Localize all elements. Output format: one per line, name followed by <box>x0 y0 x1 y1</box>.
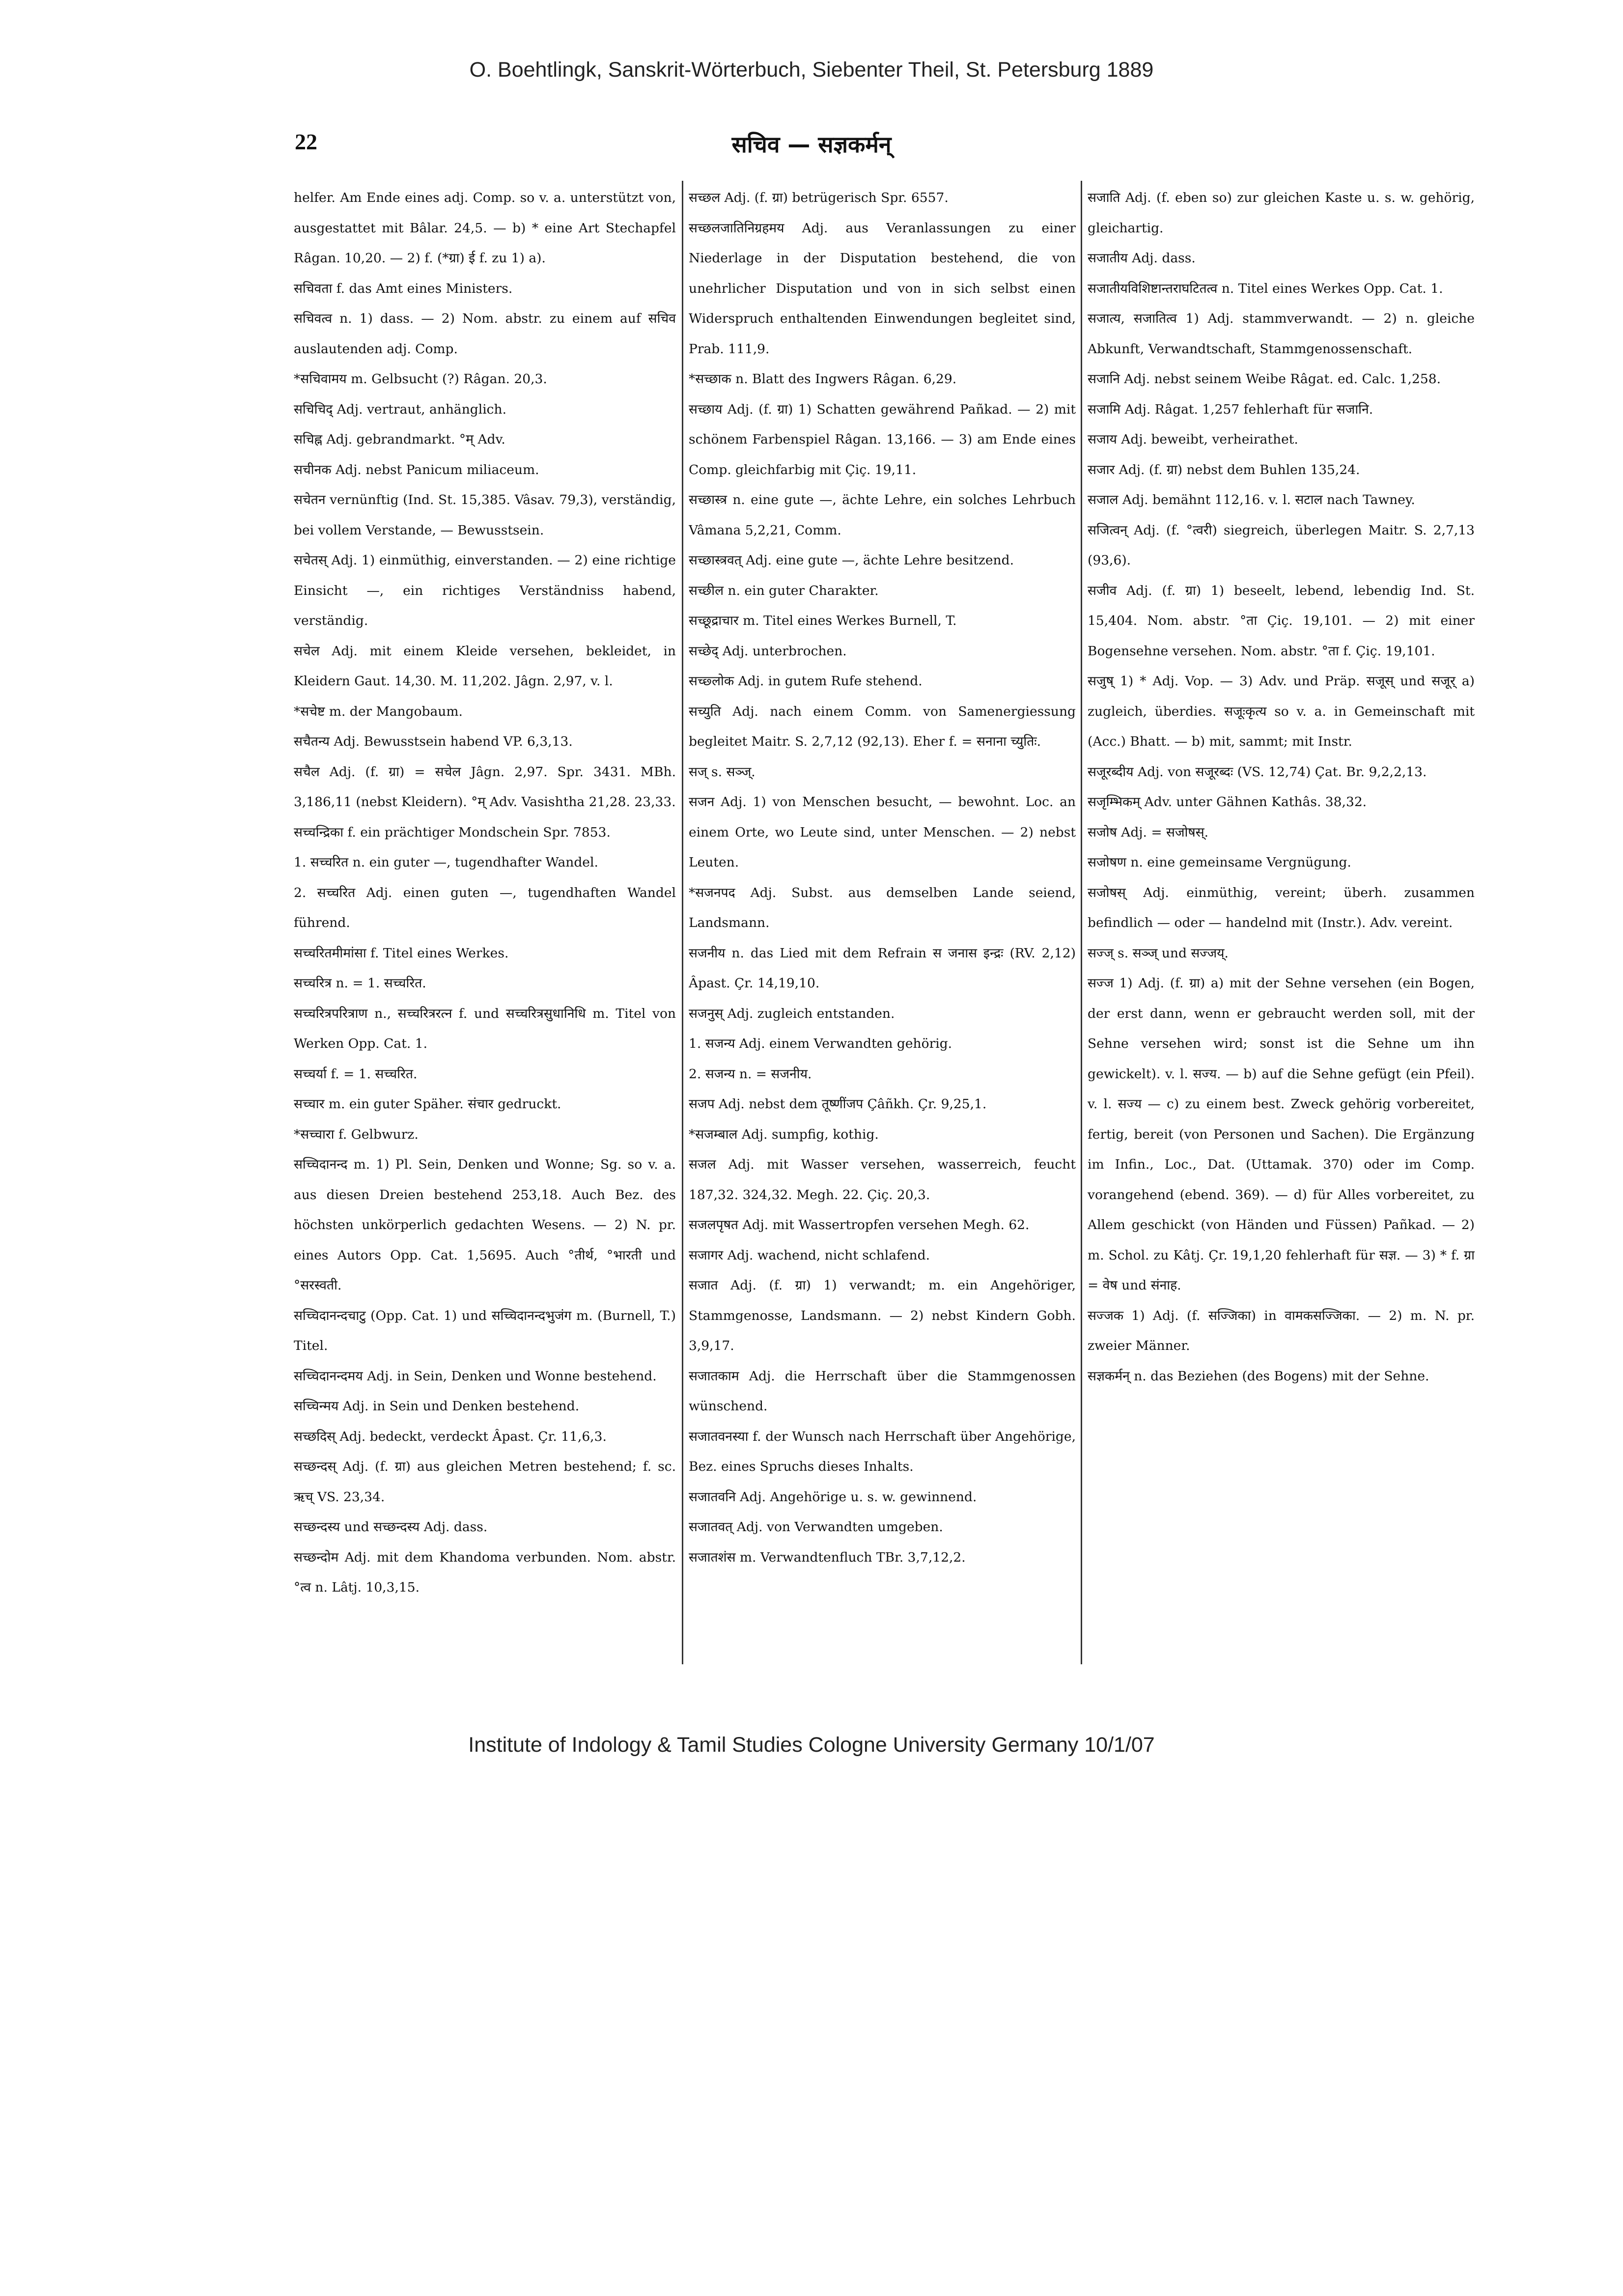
dictionary-entry: सच्छल Adj. (f. ग्रा) betrügerisch Spr. 6557. <box>689 190 949 205</box>
dictionary-entry: सजार Adj. (f. ग्रा) nebst dem Buhlen 135,24. <box>1088 462 1360 477</box>
dictionary-entry: सच्छन्दोम Adj. mit dem Khandoma verbunden. Nom. abstr. °त्व n. Lâtj. 10,3,15. <box>294 1549 676 1595</box>
dictionary-entry: सच्छन्दस् Adj. (f. ग्रा) aus gleichen Metren bestehend; f. sc. ऋच् VS. 23,34. <box>294 1459 676 1505</box>
dictionary-entry: 2. सच्चरित Adj. einen guten —, tugendhaften Wandel führend. <box>294 885 676 930</box>
dictionary-entry: सजातवनि Adj. Angehörige u. s. w. gewinnend. <box>689 1489 977 1505</box>
column-1 <box>294 183 676 1666</box>
dictionary-entry: सच्छेद् Adj. unterbrochen. <box>689 643 847 659</box>
dictionary-entry: helfer. Am Ende eines adj. Comp. so v. a. unterstützt von, ausgestattet mit Bâlar. 24,5. — b) * eine Art Stechapfel Râgan. 10,20. — 2) f. (*ग्रा) ई f. zu 1) a). <box>294 190 676 266</box>
dictionary-entry: सचिह्न Adj. gebrandmarkt. °म् Adv. <box>294 432 505 447</box>
column-divider <box>1081 181 1082 1664</box>
dictionary-entry: सजलपृषत Adj. mit Wassertropfen versehen Megh. 62. <box>689 1217 1030 1232</box>
dictionary-entry: सजूरब्दीय Adj. von सजूरब्दः (VS. 12,74) Çat. Br. 9,2,2,13. <box>1088 764 1427 780</box>
dictionary-entry: सजातवत् Adj. von Verwandten umgeben. <box>689 1519 943 1535</box>
dictionary-entry: सच्छाय Adj. (f. ग्रा) 1) Schatten gewährend Pañkad. — 2) mit schönem Farbenspiel Râgan. 13,166. — 3) am Ende eines Comp. gleichfarbig mit Çiç. 19,11. <box>689 401 1076 477</box>
dictionary-entry: सजानि Adj. nebst seinem Weibe Râgat. ed. Calc. 1,258. <box>1088 371 1441 387</box>
dictionary-entry: 2. सजन्य n. = सजनीय. <box>689 1066 812 1082</box>
dictionary-entry: सचेतस् Adj. 1) einmüthig, einverstanden. — 2) eine richtige Einsicht —, ein richtiges Verständniss habend, verständig. <box>294 553 676 628</box>
dictionary-entry: *सजम्बाल Adj. sumpfig, kothig. <box>689 1126 879 1142</box>
dictionary-entry: सच्छ्लोक Adj. in gutem Rufe stehend. <box>689 673 923 689</box>
dictionary-entry: सच्चन्द्रिका f. ein prächtiger Mondschein Spr. 7853. <box>294 824 611 840</box>
dictionary-entry: सजात Adj. (f. ग्रा) 1) verwandt; m. ein Angehöriger, Stammgenosse, Landsmann. — 2) nebst Kindern Gobh. 3,9,17. <box>689 1278 1076 1353</box>
dictionary-entry: सच्छील n. ein guter Charakter. <box>689 583 879 598</box>
dictionary-entry: सजृम्भिकम् Adv. unter Gähnen Kathâs. 38,32. <box>1088 794 1367 810</box>
dictionary-entry: सच्छलजातिनिग्रहमय Adj. aus Veranlassungen zu einer Niederlage in der Disputation bestehend, die von unehrlicher Disputation und von in sich selbst einen Widerspruch enthaltenden Einwendungen begleitet sind, Prab. 111,9. <box>689 220 1076 357</box>
dictionary-entry: सजोषण n. eine gemeinsame Vergnügung. <box>1088 855 1351 870</box>
dictionary-entry: सचिवता f. das Amt eines Ministers. <box>294 280 513 296</box>
dictionary-entry: सजन Adj. 1) von Menschen besucht, — bewohnt. Loc. an einem Orte, wo Leute sind, unter Menschen. — 2) nebst Leuten. <box>689 794 1076 870</box>
dictionary-entry: *सजनपद Adj. Subst. aus demselben Lande seiend, Landsmann. <box>689 885 1076 930</box>
dictionary-entry: सजनुस् Adj. zugleich entstanden. <box>689 1006 895 1021</box>
column-3 <box>1088 183 1475 1666</box>
dictionary-entry: 1. सजन्य Adj. einem Verwandten gehörig. <box>689 1036 952 1051</box>
dictionary-entry: सजित्वन् Adj. (f. °त्वरी) siegreich, überlegen Maitr. S. 2,7,13 (93,6). <box>1088 522 1475 568</box>
running-title: सचिव — सज्ञकर्मन् <box>731 131 892 158</box>
dictionary-entry: सजातशंस m. Verwandtenfluch TBr. 3,7,12,2. <box>689 1549 966 1565</box>
dictionary-entry: सचिवत्व n. 1) dass. — 2) Nom. abstr. zu einem auf सचिव auslautenden adj. Comp. <box>294 311 676 357</box>
dictionary-entry: सज्ज 1) Adj. (f. ग्रा) a) mit der Sehne versehen (ein Bogen, der erst dann, wenn er gebraucht werden soll, mit der Sehne versehen wird; sonst ist die Sehne um ihn gewickelt). v. l. सज्य. — b) auf die Sehne gefügt (ein Pfeil). v. l. सज्य — c) zu einem best. Zweck gehörig vorbereitet, fertig, bereit (von Personen und Sachen). Die Ergänzung im Infin., Loc., Dat. (Uttamak. 370) oder im Comp. vorangehend (ebend. 369). — d) für Alles vorbereitet, zu Allem geschickt (von Händen und Füssen) Pañkad. — 2) m. Schol. zu Kâtj. Çr. 19,1,20 fehlerhaft für सज्ञ. — 3) * f. ग्रा = वेष und संनाह. <box>1088 976 1475 1293</box>
dictionary-entry: सजल Adj. mit Wasser versehen, wasserreich, feucht 187,32. 324,32. Megh. 22. Çiç. 20,3. <box>689 1157 1076 1203</box>
dictionary-entry: सचैल Adj. (f. ग्रा) = सचेल Jâgn. 2,97. Spr. 3431. MBh. 3,186,11 (nebst Kleidern). °म् Adv. Vasishtha 21,28. 23,33. <box>294 764 676 810</box>
dictionary-entry: सचिचिद् Adj. vertraut, anhänglich. <box>294 401 507 417</box>
dictionary-entry: सचेतन vernünftig (Ind. St. 15,385. Vâsav. 79,3), verständig, bei vollem Verstande, — Bewusstsein. <box>294 492 676 538</box>
dictionary-entry: सचेल Adj. mit einem Kleide versehen, bekleidet, in Kleidern Gaut. 14,30. M. 11,202. Jâgn. 2,97, v. l. <box>294 643 676 689</box>
dictionary-entry: सजागर Adj. wachend, nicht schlafend. <box>689 1247 930 1263</box>
dictionary-entry: सजात्य, सजातित्व 1) Adj. stammverwandt. — 2) n. gleiche Abkunft, Verwandtschaft, Stammgenossenschaft. <box>1088 311 1475 357</box>
dictionary-entry: सचीनक Adj. nebst Panicum miliaceum. <box>294 462 539 477</box>
dictionary-entry: सच्चिदानन्द m. 1) Pl. Sein, Denken und Wonne; Sg. so v. a. aus diesen Dreien bestehend 253,18. Auch Bez. des höchsten unkörperlich gedachten Wesens. — 2) N. pr. eines Autors Opp. Cat. 1,5695. Auch °तीर्थ, °भारती und °सरस्वती. <box>294 1157 676 1293</box>
dictionary-entry: सच्चरित्र n. = 1. सच्चरित. <box>294 976 426 991</box>
dictionary-entry: सच्चिन्मय Adj. in Sein und Denken bestehend. <box>294 1399 580 1414</box>
source-citation: O. Boehtlingk, Sanskrit-Wörterbuch, Siebenter Theil, St. Petersburg 1889 <box>469 58 1154 82</box>
dictionary-entry: सज्जक 1) Adj. (f. सज्जिका) in वामकसज्जिका. — 2) m. N. pr. zweier Männer. <box>1088 1308 1475 1353</box>
dictionary-entry: सजोष Adj. = सजोषस्. <box>1088 824 1209 840</box>
dictionary-entry: सच्चार m. ein guter Späher. संचार gedruckt. <box>294 1096 561 1112</box>
dictionary-entry: 1. सच्चरित n. ein guter —, tugendhafter Wandel. <box>294 855 598 870</box>
dictionary-entry: सजाति Adj. (f. eben so) zur gleichen Kaste u. s. w. gehörig, gleichartig. <box>1088 190 1475 236</box>
dictionary-entry: सजातीय Adj. dass. <box>1088 251 1196 266</box>
dictionary-entry: सजातवनस्या f. der Wunsch nach Herrschaft über Angehörige, Bez. eines Spruchs dieses Inhalts. <box>689 1428 1076 1474</box>
footer-credit: Institute of Indology & Tamil Studies Cologne University Germany 10/1/07 <box>468 1733 1155 1757</box>
dictionary-entry: सच्चर्या f. = 1. सच्चरित. <box>294 1066 418 1082</box>
dictionary-entry: सजोषस् Adj. einmüthig, vereint; überh. zusammen befindlich — oder — handelnd mit (Instr.). Adv. vereint. <box>1088 885 1475 930</box>
dictionary-entry: सजातकाम Adj. die Herrschaft über die Stammgenossen wünschend. <box>689 1368 1076 1414</box>
dictionary-entry: सच्छास्त्रवत् Adj. eine gute —, ächte Lehre besitzend. <box>689 553 1014 568</box>
dictionary-entry: सजामि Adj. Râgat. 1,257 fehlerhaft für सजानि. <box>1088 401 1373 417</box>
dictionary-entry: सचैतन्य Adj. Bewusstsein habend VP. 6,3,13. <box>294 734 573 749</box>
dictionary-entry: सजुष् 1) * Adj. Vop. — 3) Adv. und Präp. सजूस् und सजूर् a) zugleich, überdies. सजूःकृत्य so v. a. in Gemeinschaft mit (Acc.) Bhatt. — b) mit, sammt; mit Instr. <box>1088 673 1475 749</box>
dictionary-entry: सच्छदिस् Adj. bedeckt, verdeckt Âpast. Çr. 11,6,3. <box>294 1428 607 1444</box>
dictionary-entry: सज्ञकर्मन् n. das Beziehen (des Bogens) mit der Sehne. <box>1088 1368 1429 1384</box>
dictionary-entry: सच्छास्त्र n. eine gute —, ächte Lehre, ein solches Lehrbuch Vâmana 5,2,21, Comm. <box>689 492 1076 538</box>
dictionary-entry: *सचिवामय m. Gelbsucht (?) Râgan. 20,3. <box>294 371 547 387</box>
dictionary-entry: सच्चरित्रपरित्राण n., सच्चरित्ररत्न f. und सच्चरित्रसुधानिधि m. Titel von Werken Opp. Cat. 1. <box>294 1006 676 1051</box>
dictionary-entry: *सच्छाक n. Blatt des Ingwers Râgan. 6,29. <box>689 371 957 387</box>
dictionary-entry: सजनीय n. das Lied mit dem Refrain स जनास इन्द्रः (RV. 2,12) Âpast. Çr. 14,19,10. <box>689 945 1076 991</box>
dictionary-entry: सच्छूद्राचार m. Titel eines Werkes Burnell, T. <box>689 613 957 628</box>
dictionary-entry: सच्युति Adj. nach einem Comm. von Samenergiessung begleitet Maitr. S. 2,7,12 (92,13). Eher f. = सनाना च्युतिः. <box>689 703 1076 749</box>
dictionary-entry: सजाय Adj. beweibt, verheirathet. <box>1088 432 1298 447</box>
dictionary-entry: सज्ज् s. सञ्ज् und सज्जय्. <box>1088 945 1229 961</box>
dictionary-entry: सजाल Adj. bemähnt 112,16. v. l. सटाल nach Tawney. <box>1088 492 1415 507</box>
column-divider <box>682 181 683 1664</box>
dictionary-entry: सच्छन्दस्य und सच्छन्दस्य Adj. dass. <box>294 1519 488 1535</box>
column-2 <box>689 183 1076 1666</box>
dictionary-entry: सजीव Adj. (f. ग्रा) 1) beseelt, lebend, lebendig Ind. St. 15,404. Nom. abstr. °ता Çiç. 19,101. — 2) mit einer Bogensehne versehen. Nom. abstr. °ता f. Çiç. 19,101. <box>1088 583 1475 659</box>
dictionary-entry: सज् s. सञ्ज्. <box>689 764 756 780</box>
dictionary-entry: *सच्चारा f. Gelbwurz. <box>294 1126 419 1142</box>
dictionary-entry: सच्चिदानन्दमय Adj. in Sein, Denken und Wonne bestehend. <box>294 1368 657 1384</box>
dictionary-entry: *सचेष्ट m. der Mangobaum. <box>294 703 463 719</box>
dictionary-entry: सच्चिदानन्दचाटु (Opp. Cat. 1) und सच्चिदानन्दभुजंग m. (Burnell, T.) Titel. <box>294 1308 676 1353</box>
dictionary-entry: सजप Adj. nebst dem तूष्णींजप Çâñkh. Çr. 9,25,1. <box>689 1096 987 1112</box>
dictionary-entry: सजातीयविशिष्टान्तराघटितत्व n. Titel eines Werkes Opp. Cat. 1. <box>1088 280 1443 296</box>
page-number: 22 <box>295 129 317 154</box>
dictionary-entry: सच्चरितमीमांसा f. Titel eines Werkes. <box>294 945 509 961</box>
